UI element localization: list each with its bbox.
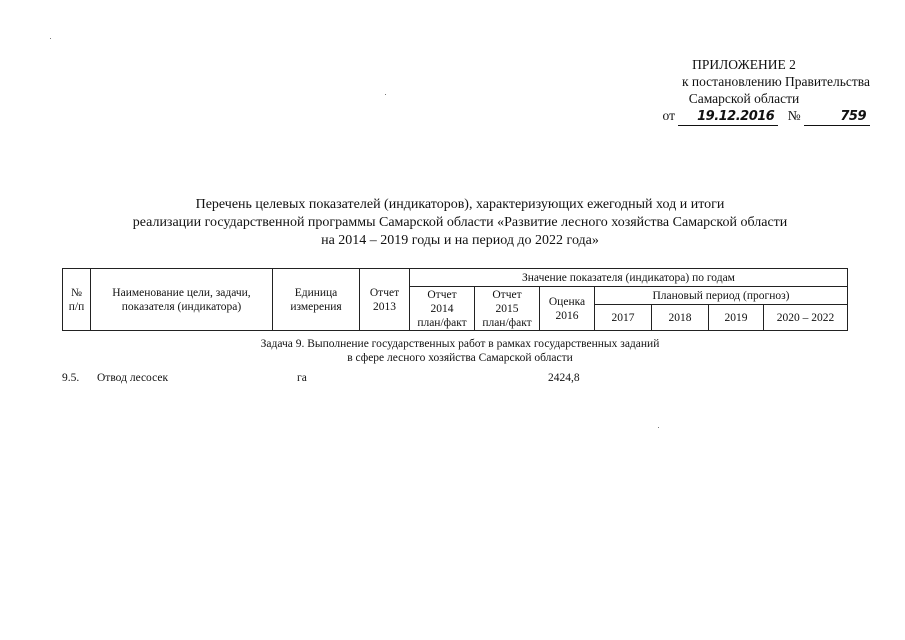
- number-prefix: №: [787, 108, 801, 123]
- scan-speck: [385, 94, 386, 95]
- header-year-2019: 2019: [709, 305, 764, 331]
- indicators-table: [62, 268, 848, 331]
- row-value-2015: 2424,8: [548, 372, 580, 384]
- scan-speck: [50, 38, 51, 39]
- header-report-2015: Отчет 2015 план/факт: [475, 287, 540, 331]
- handwritten-date: 19.12.2016: [678, 108, 778, 126]
- handwritten-number: 759: [804, 108, 870, 126]
- appendix-line-2: к постановлению Правительства: [681, 74, 870, 89]
- header-estimate-2016: Оценка 2016: [540, 287, 595, 331]
- header-report-2013: Отчет 2013: [360, 269, 410, 331]
- appendix-signature-line: [600, 107, 870, 126]
- header-indicator-name: Наименование цели, задачи, показателя (индикатора): [91, 269, 273, 331]
- row-indicator-name: Отвод лесосек: [97, 372, 169, 384]
- task-line-1: Задача 9. Выполнение государственных работ в рамках государственных заданий: [260, 338, 660, 350]
- header-year-2017: 2017: [595, 305, 652, 331]
- task-heading: [200, 337, 720, 365]
- header-unit: Единица измерения: [273, 269, 360, 331]
- title-line-2: реализации государственной программы Самарской области «Развитие лесного хозяйства Самарской области: [132, 215, 788, 230]
- header-year-2018: 2018: [652, 305, 709, 331]
- appendix-block: [600, 56, 870, 126]
- header-planned-period: Плановый период (прогноз): [595, 287, 848, 305]
- scan-speck: [658, 427, 659, 428]
- task-line-2: в сфере лесного хозяйства Самарской области: [347, 352, 573, 364]
- title-line-1: Перечень целевых показателей (индикаторов), характеризующих ежегодный ход и итоги: [195, 197, 725, 212]
- row-number: 9.5.: [62, 372, 80, 384]
- appendix-line-3: Самарской области: [688, 91, 800, 106]
- date-prefix: от: [662, 108, 675, 123]
- header-values-by-year: Значение показателя (индикатора) по годам: [410, 269, 848, 287]
- document-title: [60, 196, 860, 250]
- header-year-2020-2022: 2020 – 2022: [764, 305, 848, 331]
- header-number: № п/п: [63, 269, 91, 331]
- row-unit: га: [297, 372, 307, 384]
- header-report-2014: Отчет 2014 план/факт: [410, 287, 475, 331]
- title-line-3: на 2014 – 2019 годы и на период до 2022 года»: [321, 233, 599, 248]
- appendix-title: ПРИЛОЖЕНИЕ 2: [692, 57, 796, 72]
